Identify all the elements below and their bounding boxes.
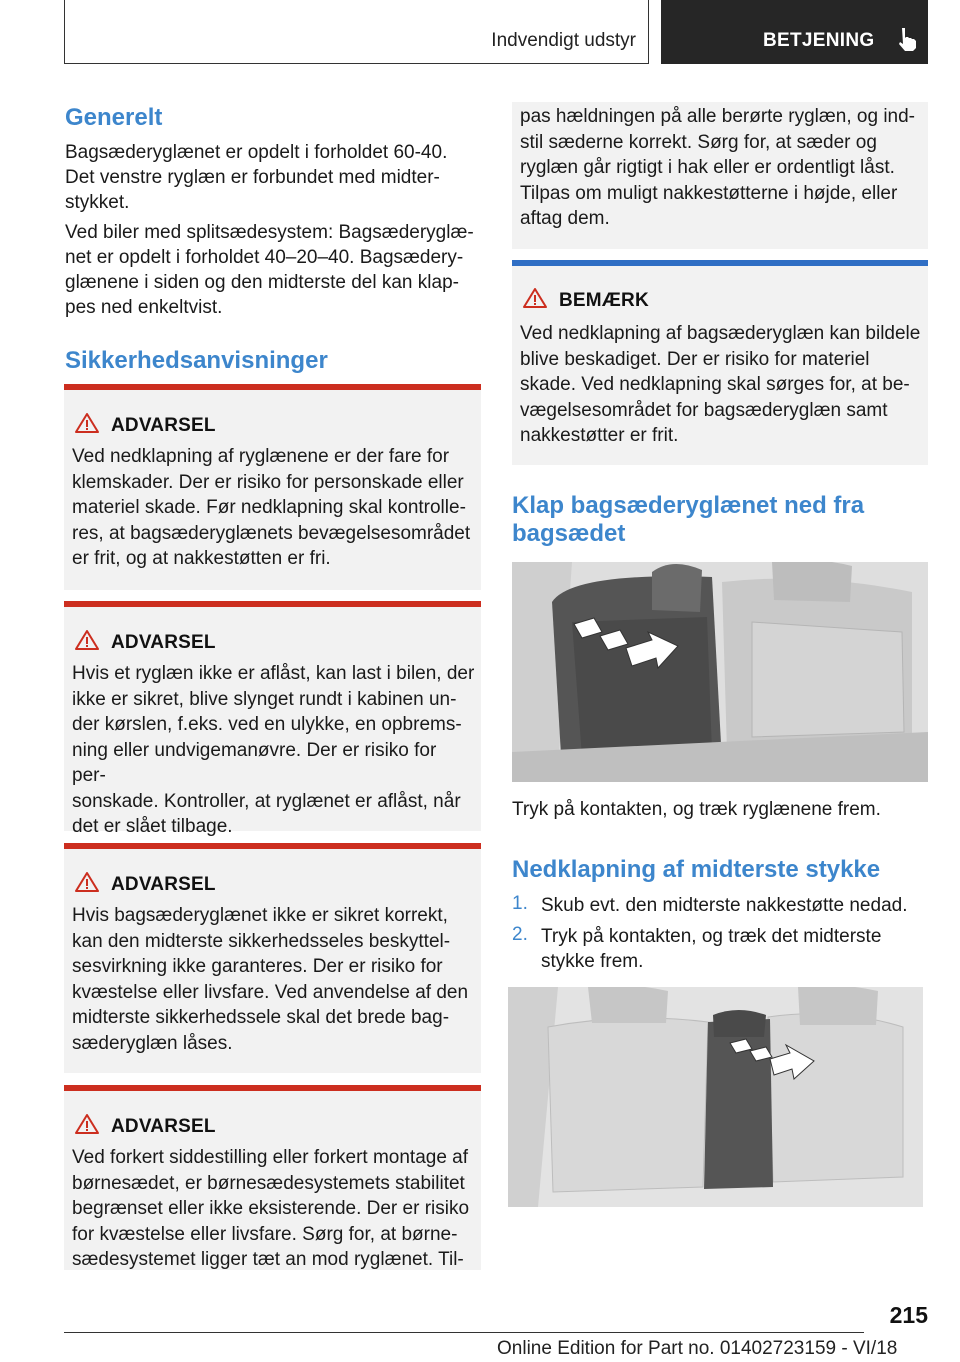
warning-text bbox=[72, 903, 475, 1056]
text-line: pas hældningen på alle berørte ryglæn, og ind- bbox=[520, 106, 916, 127]
step-number: 2. bbox=[512, 924, 528, 945]
pointing-hand-icon bbox=[897, 27, 919, 51]
text-line: Hvis bagsæderyglænet ikke er sikret korrekt, bbox=[72, 905, 448, 926]
step-text: stykke frem. bbox=[541, 951, 644, 972]
text-line: børnesædet, er børnesædesystemets stabilitet bbox=[72, 1172, 465, 1194]
warning-triangle-icon bbox=[74, 1113, 100, 1135]
text-line: Tilpas om muligt nakkestøtterne i højde, eller bbox=[520, 182, 898, 204]
text-line: glænene i siden og den midterste del kan klap- bbox=[65, 272, 459, 293]
warning-triangle-icon bbox=[74, 871, 100, 893]
text-line: Bagsæderyglænet er opdelt i forholdet 60-40. bbox=[65, 142, 448, 163]
warning-box bbox=[64, 384, 481, 590]
notice-triangle-icon bbox=[522, 287, 548, 309]
text-line: der kørslen, f.eks. ved en ulykke, en opbrems- bbox=[72, 714, 462, 735]
text-line: kan den midterste sikkerhedsseles beskyttel- bbox=[72, 930, 451, 952]
text-line: Ved nedklapning af ryglænene er der fare for bbox=[72, 446, 450, 467]
warning-triangle-icon bbox=[74, 629, 100, 651]
text-line: ryglæn går rigtigt i hak eller er ordentligt låst. bbox=[520, 157, 895, 178]
heading-safety: Sikkerhedsanvisninger bbox=[65, 347, 328, 374]
text-line: Ved biler med splitsædesystem: Bagsæderyglæ- bbox=[65, 222, 474, 243]
warning-text bbox=[72, 661, 475, 840]
text-line: vægelsesområdet for bagsæderyglæn samt bbox=[520, 399, 888, 421]
text-line: aftag dem. bbox=[520, 208, 610, 229]
warning-bar bbox=[64, 843, 481, 849]
warning-box bbox=[64, 601, 481, 837]
text-line: kvæstelse eller livsfare. Ved anvendelse af den bbox=[72, 981, 469, 1003]
text-line: Ved nedklapning af bagsæderyglæn kan bildele bbox=[520, 323, 921, 344]
warning-text bbox=[72, 1145, 475, 1273]
heading-line: bagsædet bbox=[512, 520, 626, 547]
text-line: begrænset eller ikke eksisterende. Der er risiko bbox=[72, 1198, 470, 1219]
text-line: skade. Ved nedklapning skal sørges for, at be- bbox=[520, 374, 910, 395]
warning-continuation-box bbox=[512, 102, 928, 249]
text-line: klemskader. Der er risiko for personskade eller bbox=[72, 471, 464, 493]
text-line: ikke er sikret, blive slynget rundt i kabinen un- bbox=[72, 688, 457, 710]
rear-seat-figure bbox=[512, 562, 928, 782]
notice-box bbox=[512, 260, 928, 465]
step-text: Tryk på kontakten, og træk det midterste bbox=[541, 926, 882, 947]
text-line: Det venstre ryglæn er forbundet med midter- bbox=[65, 167, 440, 188]
text-line: stykket. bbox=[65, 192, 130, 213]
text-line: det er slået tilbage. bbox=[72, 816, 233, 837]
notice-bar bbox=[512, 260, 928, 266]
text-line: Ved forkert siddestilling eller forkert montage af bbox=[72, 1147, 469, 1168]
text-line: res, at bagsæderyglænets bevægelsesområdet bbox=[72, 522, 471, 544]
warning-box bbox=[64, 843, 481, 1073]
text-line: ning eller undvigemanøvre. Der er risiko for per- bbox=[72, 739, 437, 786]
text-line: nakkestøtter er frit. bbox=[520, 425, 679, 446]
text-line: sonskade. Kontroller, at ryglænet er aflåst, når bbox=[72, 790, 461, 812]
text-line: midterste sikkerhedssele skal det brede bag- bbox=[72, 1007, 450, 1028]
warning-box bbox=[64, 1085, 481, 1270]
warning-title: ADVARSEL bbox=[111, 1116, 216, 1137]
text-line: net er opdelt i forholdet 40–20–40. Bagsædery- bbox=[65, 247, 464, 268]
header-section-tab bbox=[64, 0, 649, 64]
warning-bar bbox=[64, 384, 481, 390]
footer-divider bbox=[64, 1332, 864, 1333]
warning-bar bbox=[64, 601, 481, 607]
middle-seat-illustration bbox=[508, 987, 923, 1207]
warning-title: ADVARSEL bbox=[111, 632, 216, 653]
header-chapter-title: BETJENING bbox=[763, 30, 875, 51]
text-line: pes ned enkeltvist. bbox=[65, 297, 223, 318]
step-text: Skub evt. den midterste nakkestøtte nedad. bbox=[541, 895, 908, 916]
notice-title: BEMÆRK bbox=[559, 290, 649, 311]
header-section-title: Indvendigt udstyr bbox=[491, 30, 636, 51]
text-line: blive beskadiget. Der er risiko for materiel bbox=[520, 348, 870, 370]
warning-title: ADVARSEL bbox=[111, 415, 216, 436]
text-line: materiel skade. Før nedklapning skal kontrolle- bbox=[72, 497, 466, 518]
figure-caption: Tryk på kontakten, og træk ryglænene frem. bbox=[512, 799, 881, 820]
heading-fold-middle: Nedklapning af midterste stykke bbox=[512, 856, 881, 883]
text-line: for kvæstelse eller livsfare. Sørg for, at børne- bbox=[72, 1223, 458, 1245]
text-line: Hvis et ryglæn ikke er aflåst, kan last i bilen, der bbox=[72, 663, 475, 684]
page-number: 215 bbox=[889, 1302, 928, 1328]
text-line: sæderyglæn låses. bbox=[72, 1032, 233, 1054]
text-line: er frit, og at nakkestøtten er fri. bbox=[72, 548, 331, 569]
notice-text bbox=[520, 321, 922, 449]
text-line: sædesystemet ligger tæt an mod ryglænet. Til- bbox=[72, 1249, 464, 1270]
warning-text bbox=[520, 104, 922, 232]
text-line: stil sæderne korrekt. Sørg for, at sæder og bbox=[520, 131, 877, 153]
middle-seat-figure bbox=[508, 987, 923, 1207]
step-number: 1. bbox=[512, 893, 528, 914]
warning-bar bbox=[64, 1085, 481, 1091]
warning-triangle-icon bbox=[74, 412, 100, 434]
heading-generelt: Generelt bbox=[65, 104, 163, 131]
header-chapter-tab bbox=[661, 0, 928, 64]
heading-line: Klap bagsæderyglænet ned fra bbox=[512, 492, 865, 519]
warning-title: ADVARSEL bbox=[111, 874, 216, 895]
text-line: sesvirkning ikke garanteres. Der er risiko for bbox=[72, 956, 443, 977]
warning-text bbox=[72, 444, 475, 572]
footer-edition: Online Edition for Part no. 01402723159 - VI/18 bbox=[497, 1338, 898, 1359]
rear-seat-illustration bbox=[512, 562, 928, 782]
